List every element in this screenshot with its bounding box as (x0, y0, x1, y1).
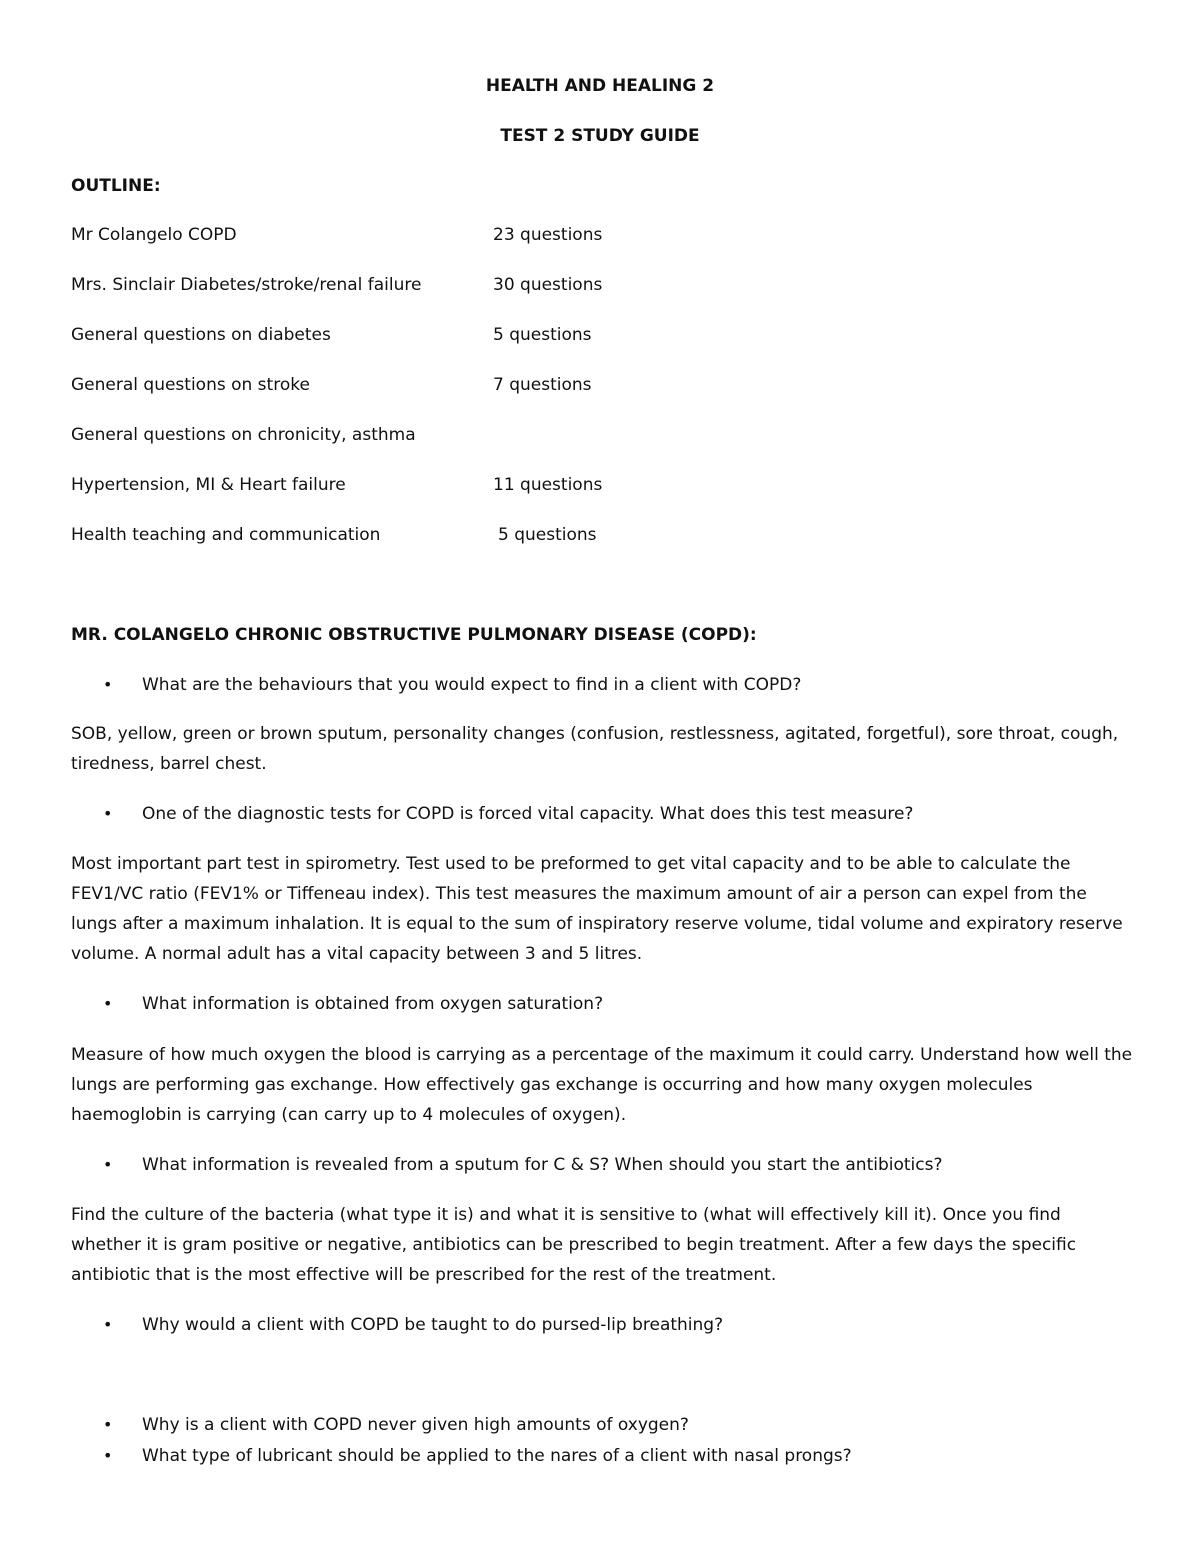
outline-topic: Hypertension, MI & Heart failure (71, 475, 346, 495)
outline-topic: General questions on diabetes (71, 325, 331, 345)
question-text: What information is revealed from a sputum for C & S? When should you start the antibiotics? (142, 1155, 943, 1175)
bullet-icon: • (103, 804, 113, 823)
document-subtitle: TEST 2 STUDY GUIDE (500, 126, 700, 146)
outline-topic: Mr Colangelo COPD (71, 225, 237, 245)
question-text: One of the diagnostic tests for COPD is forced vital capacity. What does this test measure? (142, 804, 914, 824)
outline-topic: Health teaching and communication (71, 525, 381, 545)
outline-question-count: 5 questions (498, 525, 597, 545)
outline-row (71, 370, 771, 400)
outline-question-count: 7 questions (493, 375, 592, 395)
outline-question-count: 23 questions (493, 225, 603, 245)
outline-heading: OUTLINE: (71, 176, 161, 196)
outline-row (71, 520, 771, 550)
answer-text: Find the culture of the bacteria (what type it is) and what it is sensitive to (what will effectively kill it). Once you find whether it is gram positive or negative, antibiotics can be prescribed to begin treatment. After a few days the specific antibiotic that is the most effective will be prescribed for the rest of the treatment. (71, 1205, 1077, 1285)
bullet-icon: • (103, 1446, 113, 1465)
outline-question-count: 30 questions (493, 275, 603, 295)
bullet-icon: • (103, 1315, 113, 1334)
question-text: What information is obtained from oxygen saturation? (142, 994, 604, 1014)
bullet-icon: • (103, 1155, 113, 1174)
outline-row (71, 420, 771, 450)
outline-row (71, 270, 771, 300)
question-text: What are the behaviours that you would expect to find in a client with COPD? (142, 675, 802, 695)
outline-row (71, 220, 771, 250)
question-text: Why would a client with COPD be taught to do pursed-lip breathing? (142, 1315, 724, 1335)
document-title: HEALTH AND HEALING 2 (485, 76, 715, 96)
answer-text: Measure of how much oxygen the blood is carrying as a percentage of the maximum it could carry. Understand how well the lungs are performing gas exchange. How effectively gas exchange is occurring and how many oxygen molecules haemoglobin is carrying (can carry up to 4 molecules of oxygen). (71, 1045, 1133, 1125)
bullet-icon: • (103, 994, 113, 1013)
outline-question-count: 5 questions (493, 325, 592, 345)
answer-text: Most important part test in spirometry. Test used to be preformed to get vital capacity and to be able to calculate the FEV1/VC ratio (FEV1% or Tiffeneau index). This test measures the maximum amount of air a person can expel from the lungs after a maximum inhalation. It is equal to the sum of inspiratory reserve volume, tidal volume and expiratory reserve volume. A normal adult has a vital capacity between 3 and 5 litres. (71, 854, 1123, 964)
answer-text: SOB, yellow, green or brown sputum, personality changes (confusion, restlessness, agitated, forgetful), sore throat, cough, tiredness, barrel chest. (71, 724, 1119, 774)
outline-row (71, 320, 771, 350)
outline-topic: General questions on stroke (71, 375, 310, 395)
question-text: What type of lubricant should be applied to the nares of a client with nasal prongs? (142, 1446, 852, 1466)
bullet-icon: • (103, 675, 113, 694)
section-heading: MR. COLANGELO CHRONIC OBSTRUCTIVE PULMONARY DISEASE (COPD): (71, 625, 757, 645)
outline-topic: General questions on chronicity, asthma (71, 425, 416, 445)
outline-topic: Mrs. Sinclair Diabetes/stroke/renal failure (71, 275, 422, 295)
bullet-icon: • (103, 1415, 113, 1434)
outline-question-count: 11 questions (493, 475, 603, 495)
question-text: Why is a client with COPD never given high amounts of oxygen? (142, 1415, 689, 1435)
outline-row (71, 470, 771, 500)
